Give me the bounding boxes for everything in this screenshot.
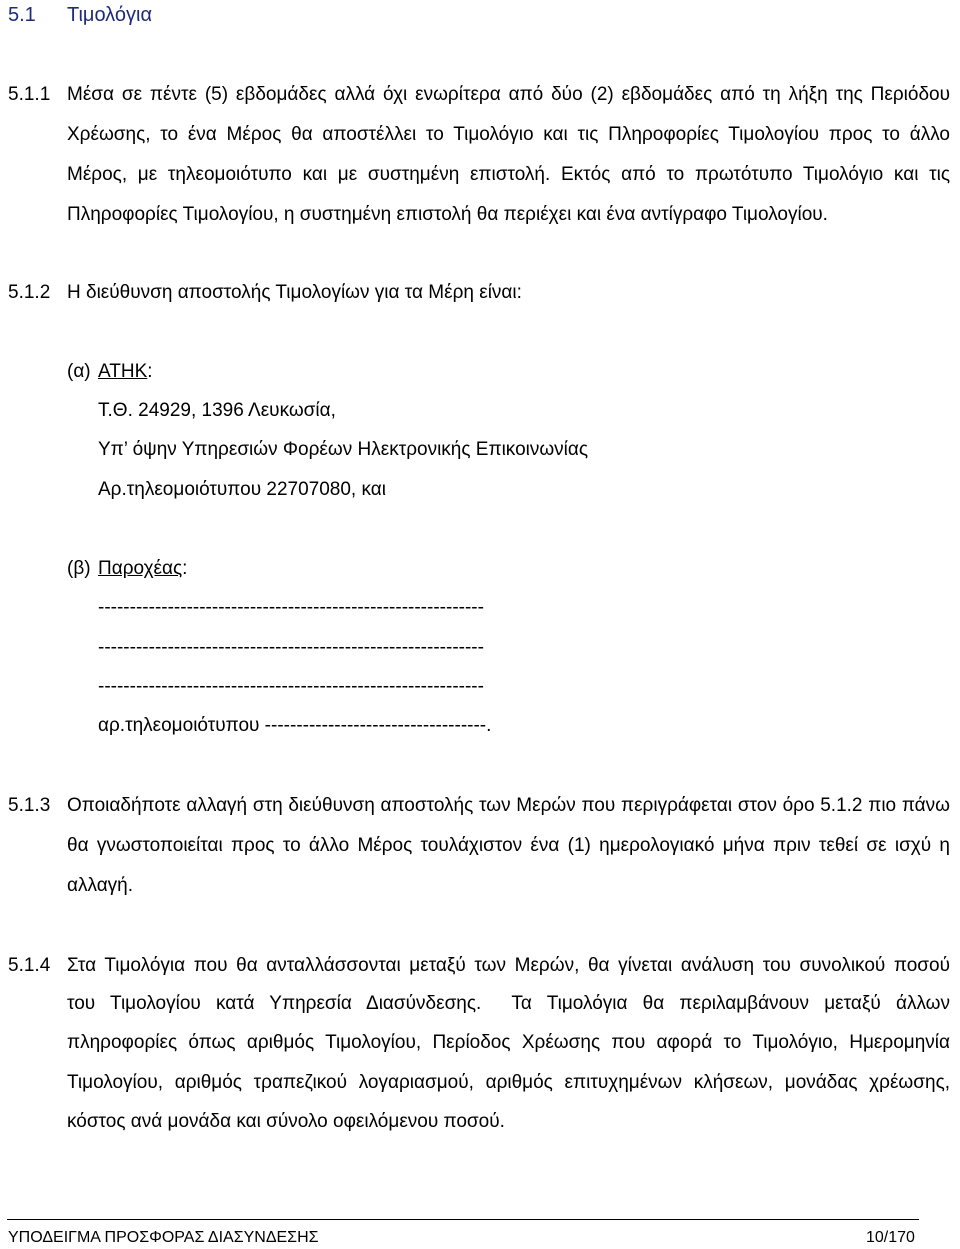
- fax-line: αρ.τηλεομοιότυπου -----------------------------------.: [98, 715, 492, 736]
- clause-text-line: θα γνωστοποιείται προς το άλλο Μέρος τουλάχιστον ένα (1) ημερολογιακό μήνα πριν τεθεί σε ισχύ η: [67, 835, 950, 856]
- clause-text-line: Η διεύθυνση αποστολής Τιμολογίων για τα Μέρη είναι:: [67, 282, 522, 303]
- address-a-name: ΑΤΗΚ: [98, 361, 148, 382]
- clause-number: 5.1.2: [8, 282, 51, 303]
- clause-text-line: πληροφορίες όπως αριθμός Τιμολογίου, Περίοδος Χρέωσης που αφορά το Τιμολόγιο, Ημερομηνία: [67, 1032, 950, 1053]
- address-a-colon: :: [147, 361, 153, 382]
- address-a-marker: (α): [67, 361, 91, 382]
- blank-address-line: -------------------------------------------------------------: [98, 637, 484, 658]
- section-title: Τιμολόγια: [67, 4, 153, 26]
- address-b-heading: [98, 558, 187, 580]
- page-number: 10/170: [866, 1229, 915, 1246]
- footer-divider: [7, 1219, 919, 1220]
- clause-number: 5.1.1: [8, 84, 51, 105]
- clause-text-line: Στα Τιμολόγια που θα ανταλλάσσονται μεταξύ των Μερών, θα γίνεται ανάλυση του συνολικού ποσού: [67, 955, 950, 976]
- clause-text-line: του Τιμολογίου κατά Υπηρεσία Διασύνδεσης. Τα Τιμολόγια θα περιλαμβάνουν μεταξύ άλλων: [67, 993, 950, 1014]
- address-b-marker: (β): [67, 558, 91, 579]
- address-line: Τ.Θ. 24929, 1396 Λευκωσία,: [98, 400, 336, 421]
- blank-address-line: -------------------------------------------------------------: [98, 597, 484, 618]
- clause-text-line: Οποιαδήποτε αλλαγή στη διεύθυνση αποστολής των Μερών που περιγράφεται στον όρο 5.1.2 πιο πάνω: [67, 795, 950, 816]
- clause-text-line: κόστος ανά μονάδα και σύνολο οφειλόμενου ποσού.: [67, 1111, 505, 1132]
- address-b-name: Παροχέας: [98, 558, 183, 579]
- clause-number: 5.1.3: [8, 795, 51, 816]
- clause-text-line: Πληροφορίες Τιμολογίου, η συστημένη επιστολή θα περιέχει και ένα αντίγραφο Τιμολογίου.: [67, 204, 828, 225]
- address-b-colon: :: [182, 558, 188, 579]
- footer-title: ΥΠΟΔΕΙΓΜΑ ΠΡΟΣΦΟΡΑΣ ΔΙΑΣΥΝΔΕΣΗΣ: [8, 1229, 319, 1246]
- clause-text-line: Χρέωσης, το ένα Μέρος θα αποστέλλει το Τιμολόγιο και τις Πληροφορίες Τιμολογίου προς το άλλο: [67, 124, 950, 145]
- blank-address-line: -------------------------------------------------------------: [98, 676, 484, 697]
- address-line: Αρ.τηλεομοιότυπου 22707080, και: [98, 479, 386, 500]
- section-number: 5.1: [8, 4, 36, 26]
- address-a-heading: [98, 361, 153, 383]
- clause-text-line: Μέσα σε πέντε (5) εβδομάδες αλλά όχι ενωρίτερα από δύο (2) εβδομάδες από τη λήξη της Περιόδου: [67, 84, 950, 105]
- clause-text-line: Μέρος, με τηλεομοιότυπο και με συστημένη επιστολή. Εκτός από το πρωτότυπο Τιμολόγιο και τις: [67, 164, 950, 185]
- clause-text-line: αλλαγή.: [67, 875, 134, 896]
- clause-number: 5.1.4: [8, 955, 51, 976]
- address-line: Υπ’ όψην Υπηρεσιών Φορέων Ηλεκτρονικής Επικοινωνίας: [98, 439, 589, 460]
- clause-text-line: Τιμολογίου, αριθμός τραπεζικού λογαριασμού, αριθμός επιτυχημένων κλήσεων, μονάδας χρέωσης,: [67, 1072, 950, 1093]
